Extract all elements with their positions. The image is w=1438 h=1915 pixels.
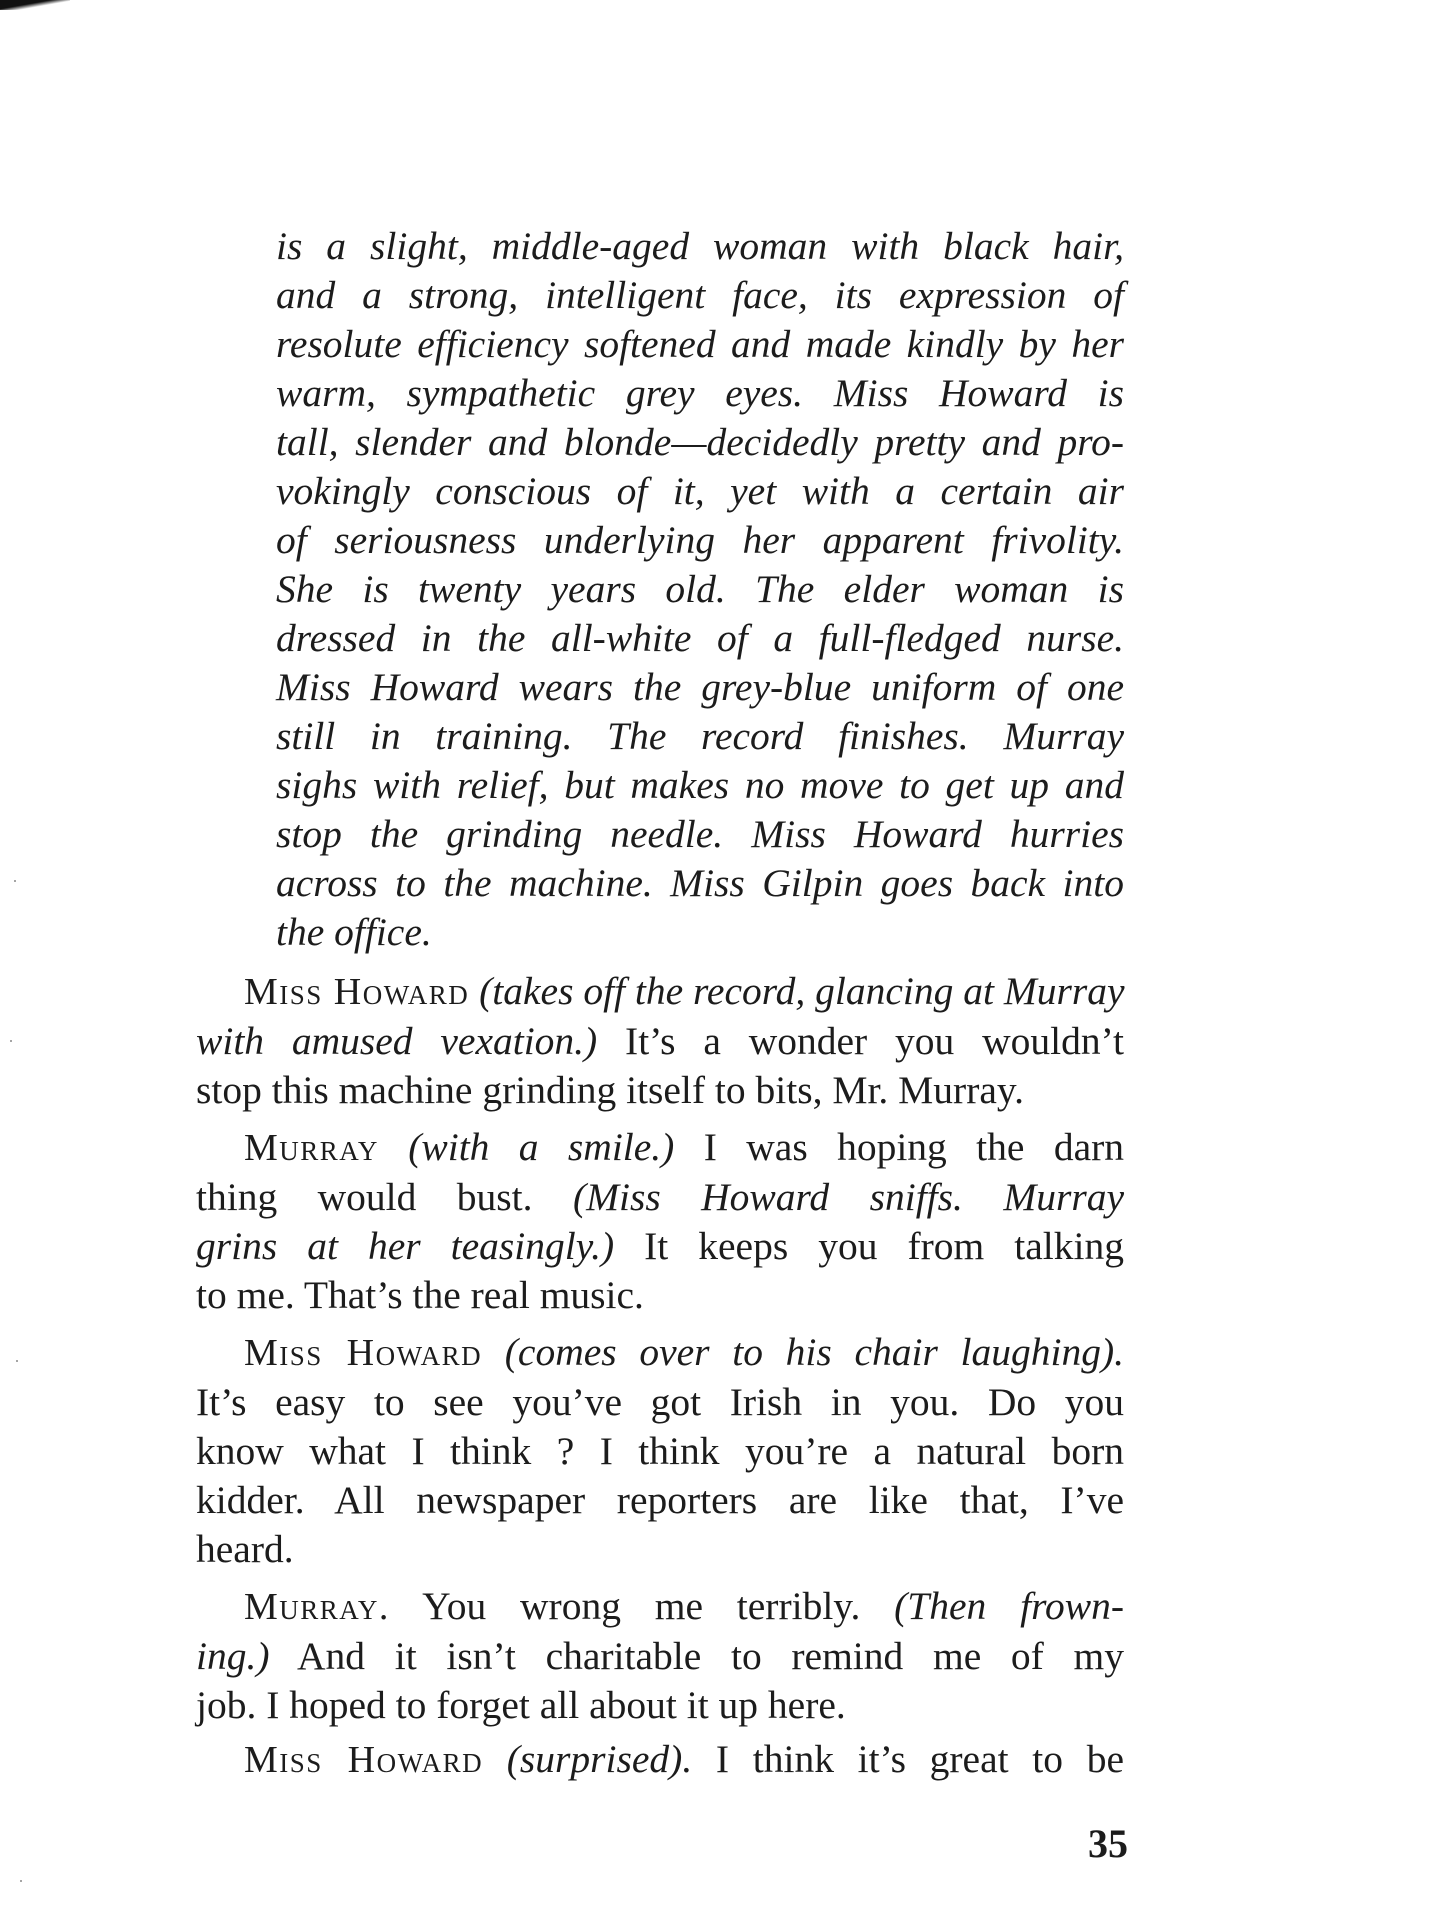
stage-line: resolute efficiency softened and made kindly by her: [276, 322, 1124, 366]
stage-direction-inline: (comes over to his chair laughing).: [504, 1330, 1125, 1374]
speech-line: [196, 1427, 1124, 1476]
speaker-name: Murray: [244, 1127, 379, 1169]
speech-line: [196, 1017, 1124, 1066]
dialogue-text: to me. That’s the real music.: [196, 1273, 644, 1317]
speech-line: [196, 1632, 1124, 1681]
dialogue-text: It’s easy to see you’ve got Irish in you. Do you: [196, 1380, 1124, 1424]
speech-murray-1: [196, 1123, 1124, 1320]
stage-line: warm, sympathetic grey eyes. Miss Howard is: [276, 371, 1124, 415]
stage-direction: [276, 222, 1124, 957]
dialogue-text: heard.: [196, 1527, 294, 1571]
stage-direction-inline: (surprised).: [506, 1737, 693, 1781]
dialogue-text: thing would bust.: [196, 1175, 573, 1219]
speech-line: [196, 1525, 1124, 1574]
stage-line: She is twenty years old. The elder woman is: [276, 567, 1124, 611]
dialogue-text: know what I think ? I think you’re a natural born: [196, 1429, 1124, 1473]
dialogue-text: It keeps you from talking: [614, 1224, 1124, 1268]
dialogue-text: You wrong me terribly.: [389, 1584, 895, 1628]
speaker-name: Miss Howard: [244, 1332, 483, 1374]
speech-line: [196, 1378, 1124, 1427]
speech-miss-howard-3: [196, 1735, 1124, 1785]
speaker-name: Miss Howard: [244, 1739, 484, 1781]
speech-line: [196, 1476, 1124, 1525]
page-number: 35: [1088, 1821, 1128, 1866]
stage-line: the office.: [276, 910, 432, 954]
stage-line: dressed in the all-white of a full-fledged nurse.: [276, 616, 1124, 660]
stage-line: across to the machine. Miss Gilpin goes back into: [276, 861, 1124, 905]
speech-line: [196, 1582, 1124, 1632]
stage-direction-inline: (Then frown-: [894, 1584, 1124, 1628]
dialogue-text: I think it’s great to be: [692, 1737, 1124, 1781]
stage-direction-inline: (takes off the record, glancing at Murray: [479, 969, 1125, 1013]
stage-direction-inline: ing.): [196, 1634, 270, 1678]
dialogue-text: kidder. All newspaper reporters are like that, I’ve: [196, 1478, 1124, 1522]
dialogue-text: stop this machine grinding itself to bits, Mr. Murray.: [196, 1068, 1024, 1112]
speech-line: [196, 1222, 1124, 1271]
speech-line: [196, 1066, 1124, 1115]
stage-direction-inline: grins at her teasingly.): [196, 1224, 615, 1268]
stage-line: tall, slender and blonde—decidedly pretty and pro-: [276, 420, 1124, 464]
speech-line: [196, 1271, 1124, 1320]
speech-line: [196, 1173, 1124, 1222]
speech-miss-howard-2: [196, 1328, 1124, 1574]
speech-line: [196, 1328, 1124, 1378]
stage-direction-inline: (with a smile.): [408, 1125, 675, 1169]
dialogue-text: I was hoping the darn: [674, 1125, 1125, 1169]
stage-line: still in training. The record finishes. Murray: [276, 714, 1124, 758]
stage-line: Miss Howard wears the grey-blue uniform of one: [276, 665, 1124, 709]
dialogue-text: It’s a wonder you wouldn’t: [597, 1019, 1124, 1063]
speaker-name: Murray.: [244, 1586, 390, 1628]
stage-line: is a slight, middle-aged woman with black hair,: [276, 224, 1124, 268]
stage-line: of seriousness underlying her apparent frivolity.: [276, 518, 1124, 562]
scan-speck: [20, 1880, 22, 1882]
speaker-name: Miss Howard: [244, 971, 470, 1013]
stage-line: sighs with relief, but makes no move to get up and: [276, 763, 1124, 807]
stage-line: stop the grinding needle. Miss Howard hurries: [276, 812, 1124, 856]
scan-speck: [14, 880, 16, 882]
stage-line: vokingly conscious of it, yet with a certain air: [276, 469, 1124, 513]
scan-speck: [16, 1360, 18, 1362]
stage-direction-inline: with amused vexation.): [196, 1019, 598, 1063]
speech-miss-howard-1: [196, 967, 1124, 1115]
speech-murray-2: [196, 1582, 1124, 1730]
scan-speck: [10, 1040, 12, 1042]
stage-direction-inline: (Miss Howard sniffs. Murray: [572, 1175, 1125, 1219]
speech-line: [196, 967, 1124, 1017]
speech-line: [196, 1681, 1124, 1730]
speech-line: [196, 1735, 1124, 1785]
dialogue-text: job. I hoped to forget all about it up here.: [196, 1683, 846, 1727]
dialogue-text: And it isn’t charitable to remind me of my: [269, 1634, 1124, 1678]
stage-line: and a strong, intelligent face, its expression of: [276, 273, 1124, 317]
speech-line: [196, 1123, 1124, 1173]
scan-corner-mark: [0, 0, 70, 10]
